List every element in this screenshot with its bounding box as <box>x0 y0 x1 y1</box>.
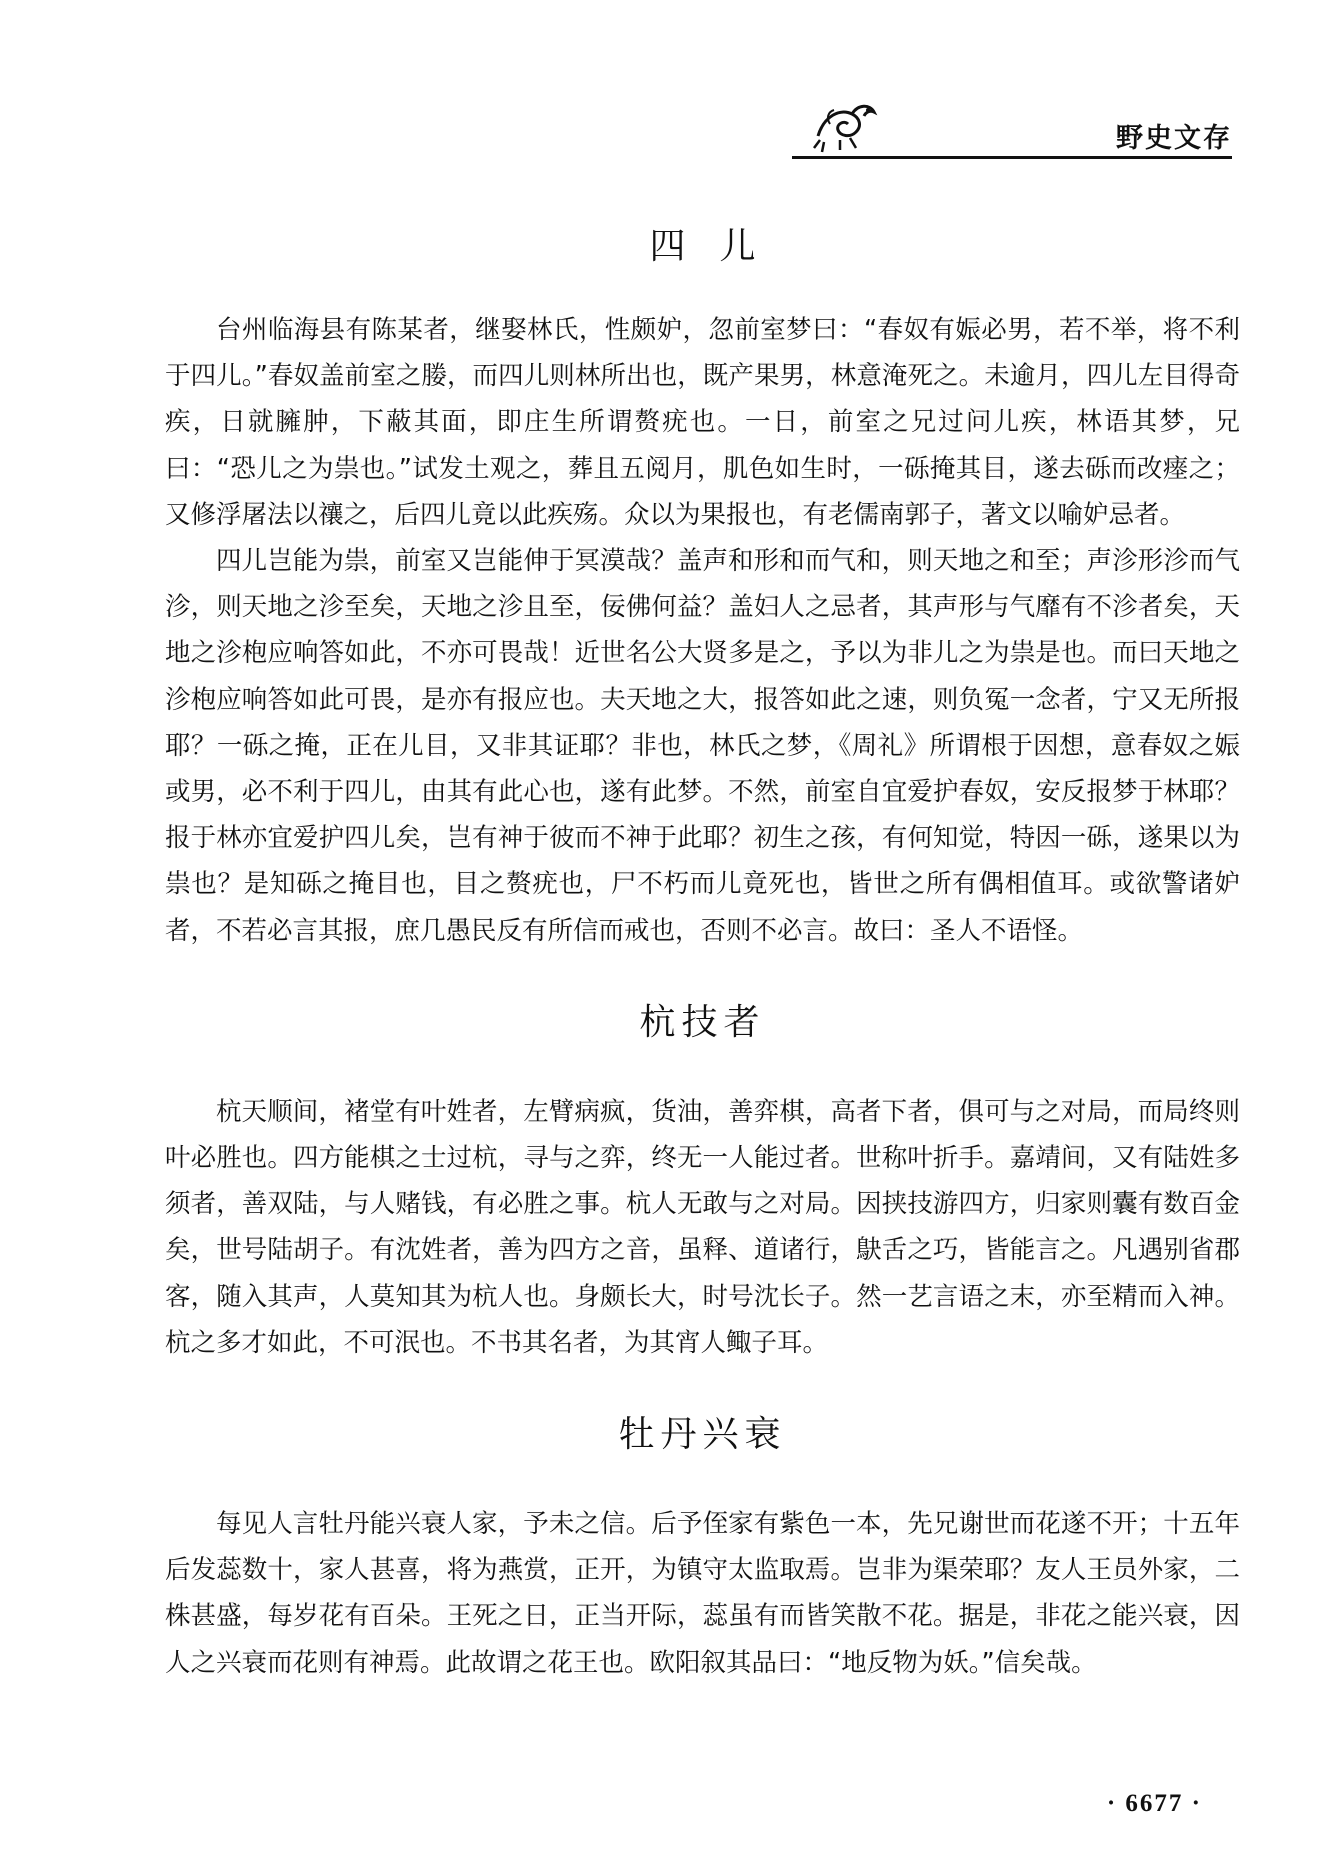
paragraph: 四儿岂能为祟，前室又岂能伸于冥漠哉？盖声和形和而气和，则天地之和至；声沴形沴而气沴，则天地之沴至矣，天地之沴且至，佞佛何益？盖妇人之忌者，其声形与气靡有不沴者矣，天地之沴枹应响答如此，不亦可畏哉！近世名公大贤多是之，予以为非儿之为祟是也。而曰天地之沴枹应响答如此可畏，是亦有报应也。夫天地之大，报答如此之速，则负冤一念者，宁又无所报耶？一砾之掩，正在儿目，又非其证耶？非也，林氏之梦，《周礼》所谓根于因想，意春奴之娠或男，必不利于四儿，由其有此心也，遂有此梦。不然，前室自宜爱护春奴，安反报梦于林耶？报于林亦宜爱护四儿矣，岂有神于彼而不神于此耶？初生之孩，有何知觉，特因一砾，遂果以为祟也？是知砾之掩目也，目之赘疣也，尸不朽而儿竟死也，皆世之所有偶相值耳。或欲警诸妒者，不若必言其报，庶几愚民反有所信而戒也，否则不必言。故曰：圣人不语怪。 <box>165 546 1240 946</box>
section-title: 杭技者 <box>639 1001 766 1043</box>
header-title: 野史文存 <box>1116 123 1232 154</box>
page-number: · 6677 · <box>1106 1790 1202 1817</box>
header-rule <box>792 156 1232 159</box>
section-title: 四儿 <box>649 226 790 267</box>
dragon-icon <box>810 96 880 156</box>
section-si-er <box>165 218 1240 954</box>
paragraph: 台州临海县有陈某者，继娶林氏，性颇妒，忽前室梦曰：“春奴有娠必男，若不举，将不利于四儿。”春奴盖前室之媵，而四儿则林所出也，既产果男，林意淹死之。未逾月，四儿左目得奇疾，日就臃肿，下蔽其面，即庄生所谓赘疣也。一日，前室之兄过问儿疾，林语其梦，兄曰：“恐儿之为祟也。”试发土观之，葬且五阅月，肌色如生时，一砾掩其目，遂去砾而改瘗之；又修浮屠法以禳之，后四儿竟以此疾殇。众以为果报也，有老儒南郭子，著文以喻妒忌者。 <box>165 315 1240 530</box>
paragraph: 杭天顺间，褚堂有叶姓者，左臂病疯，货油，善弈棋，高者下者，俱可与之对局，而局终则叶必胜也。四方能棋之士过杭，寻与之弈，终无一人能过者。世称叶折手。嘉靖间，又有陆姓多须者，善双陆，与人赌钱，有必胜之事。杭人无敢与之对局。因挟技游四方，归家则囊有数百金矣，世号陆胡子。有沈姓者，善为四方之音，虽释、道诸行，鴃舌之巧，皆能言之。凡遇别省郡客，随入其声，人莫知其为杭人也。身颇长大，时号沈长子。然一艺言语之末，亦至精而入神。杭之多才如此，不可泯也。不书其名者，为其宵人鲰子耳。 <box>165 1096 1240 1358</box>
section-title: 牡丹兴衰 <box>618 1414 787 1456</box>
section-mu-dan-xing-shuai <box>165 1406 1240 1686</box>
page-header <box>0 0 1322 160</box>
section-hang-ji-zhe <box>165 994 1240 1366</box>
paragraph: 每见人言牡丹能兴衰人家，予未之信。后予侄家有紫色一本，先兄谢世而花遂不开；十五年后发蕊数十，家人甚喜，将为燕赏，正开，为镇守太监取焉。岂非为渠荣耶？友人王员外家，二株甚盛，每岁花有百朵。王死之日，正当开际，蕊虽有而皆笑散不花。据是，非花之能兴衰，因人之兴衰而花则有神焉。此故谓之花王也。欧阳叙其品曰：“地反物为妖。”信矣哉。 <box>165 1509 1240 1678</box>
page-content <box>165 218 1240 1686</box>
